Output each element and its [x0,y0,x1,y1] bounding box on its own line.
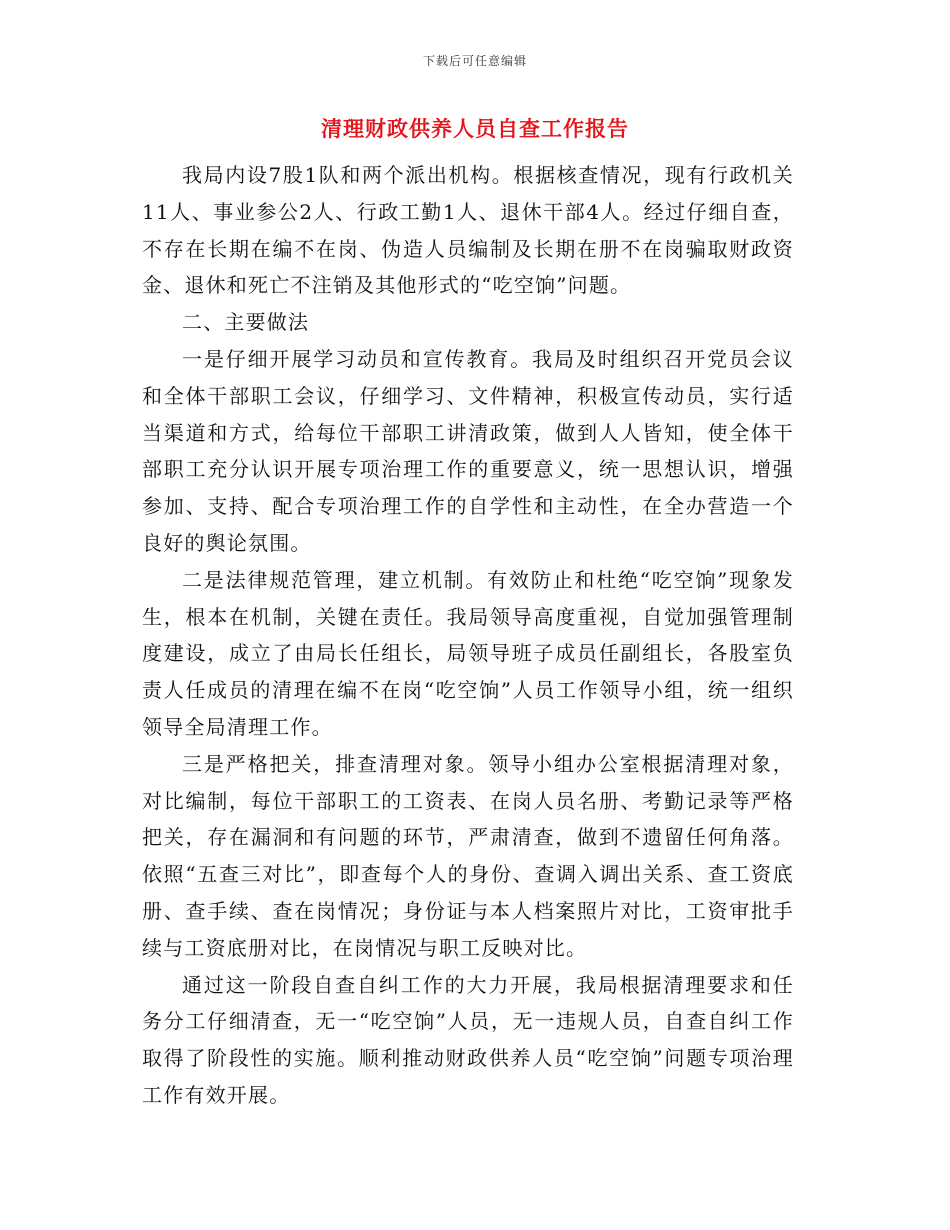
paragraph-practice-two: 二是法律规范管理，建立机制。有效防止和杜绝“吃空饷”现象发生，根本在机制，关键在责任。我局领导高度重视，自觉加强管理制度建设，成立了由局长任组长，局领导班子成员任副组长，各股室负责人任成员的清理在编不在岗“吃空饷”人员工作领导小组，统一组织领导全局清理工作。 [142,567,794,739]
page-header-note: 下载后可任意编辑 [422,54,527,68]
section-heading-main-practices: 二、主要做法 [182,310,310,335]
paragraph-practice-three: 三是严格把关，排查清理对象。领导小组办公室根据清理对象，对比编制，每位干部职工的工资表、在岗人员名册、考勤记录等严格把关，存在漏洞和有问题的环节，严肃清查，做到不遗留任何角落。依照“五查三对比”，即查每个人的身份、查调入调出关系、查工资底册、查手续、查在岗情况；身份证与本人档案照片对比，工资审批手续与工资底册对比，在岗情况与职工反映对比。 [142,751,794,960]
document-body [142,157,794,1114]
paragraph-overview: 我局内设7股1队和两个派出机构。根据核查情况，现有行政机关11人、事业参公2人、行政工勤1人、退休干部4人。经过仔细自查，不存在长期在编不在岗、伪造人员编制及长期在册不在岗骗取财政资金、退休和死亡不注销及其他形式的“吃空饷”问题。 [142,163,794,298]
paragraph-practice-one: 一是仔细开展学习动员和宣传教育。我局及时组织召开党员会议和全体干部职工会议，仔细学习、文件精神，积极宣传动员，实行适当渠道和方式，给每位干部职工讲清政策，做到人人皆知，使全体干部职工充分认识开展专项治理工作的重要意义，统一思想认识，增强参加、支持、配合专项治理工作的自学性和主动性，在全办营造一个良好的舆论氛围。 [142,346,794,555]
document-title: 清理财政供养人员自查工作报告 [321,116,629,141]
paragraph-conclusion: 通过这一阶段自查自纠工作的大力开展，我局根据清理要求和任务分工仔细清查，无一“吃空饷”人员，无一违规人员，自查自纠工作取得了阶段性的实施。顺利推动财政供养人员“吃空饷”问题专项治理工作有效开展。 [142,972,794,1107]
